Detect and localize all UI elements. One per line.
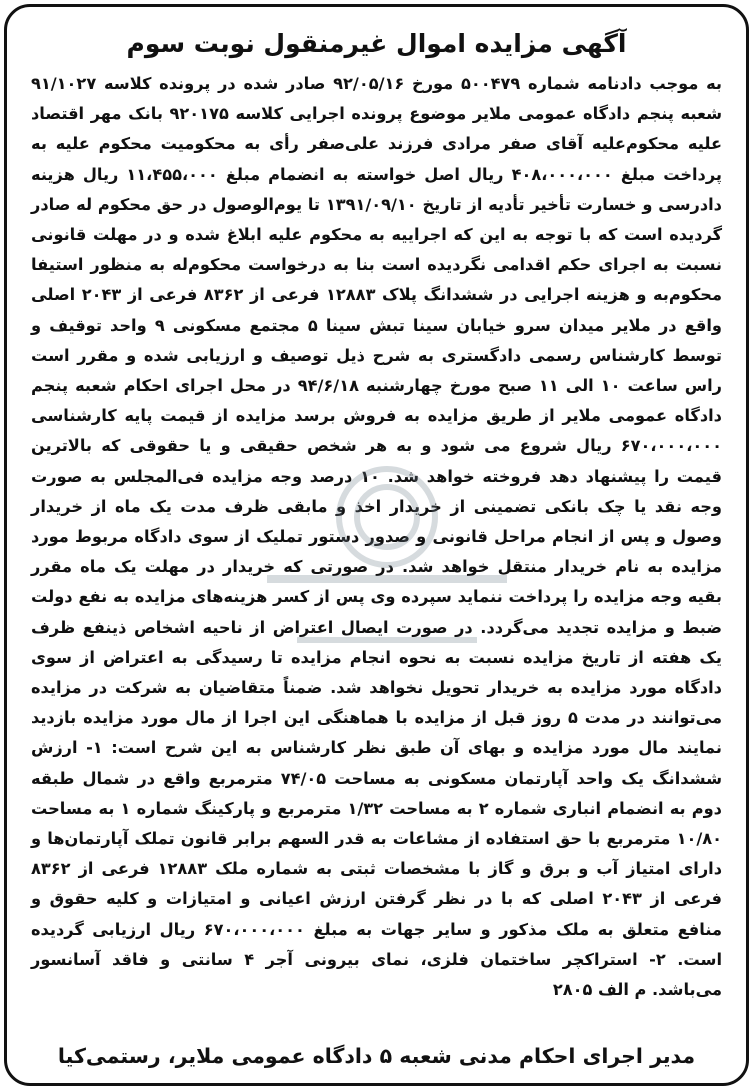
notice-body: به موجب دادنامه شماره ۵۰۰۴۷۹ مورخ ۹۲/۰۵/۱۶ صادر شده در پرونده کلاسه ۹۱/۱۰۲۷ شعبه پنجم دادگاه عمومی ملایر موضوع پرونده اجرایی کلاسه ۹۲۰۱۷۵ بانک مهر اقتصاد علیه محکوم‌علیه آقای صفر مرادی فرزند علی‌صفر رأی به محکومیت محکوم علیه به پرداخت مبلغ ۴۰۸،۰۰۰،۰۰۰ ریال اصل خواسته به انضمام مبلغ ۱۱،۴۵۵،۰۰۰ ریال هزینه دادرسی و خسارت تأخیر تأدیه از تاریخ ۱۳۹۱/۰۹/۱۰ تا یوم‌الوصول در حق محکوم له صادر گردیده است که با توجه به این که اجراییه به محکوم علیه ابلاغ شده و در مهلت قانونی نسبت به اجرای حکم اقدامی نگردیده است بنا به درخواست محکوم‌له به منظور استیفا محکوم‌به و هزینه اجرایی در ششدانگ پلاک ۱۲۸۸۳ فرعی از ۸۳۶۲ فرعی از ۲۰۴۳ اصلی واقع در ملایر میدان سرو خیابان سینا تبش سینا ۵ مجتمع مسکونی ۹ واحد توقیف و توسط کارشناس رسمی دادگستری به شرح ذیل توصیف و ارزیابی شده و مقرر است راس ساعت ۱۰ الی ۱۱ صبح مورخ چهارشنبه ۹۴/۶/۱۸ در محل اجرای احکام شعبه پنجم دادگاه عمومی ملایر از طریق مزایده به فروش برسد مزایده از قیمت پایه کارشناسی ۶۷۰،۰۰۰،۰۰۰ ریال شروع می شود و به هر شخص حقیقی و یا حقوقی که بالاترین قیمت را پیشنهاد دهد فروخته خواهد شد. ۱۰ درصد وجه مزایده فی‌المجلس به صورت وجه نقد یا چک بانکی تضمینی از خریدار اخذ و مابقی ظرف مدت یک ماه از خریدار وصول و پس از انجام مراحل قانونی و صدور دستور تملیک از سوی دادگاه مربوط مورد مزایده به نام خریدار منتقل خواهد شد. در صورتی که خریدار در مهلت یک ماه مقرر بقیه وجه مزایده را پرداخت ننماید سپرده وی پس از کسر هزینه‌های مزایده به نفع دولت ضبط و مزایده تجدید می‌گردد. در صورت ایصال اعتراض از ناحیه اشخاص ذینفع ظرف یک هفته از تاریخ مزایده نسبت به نحوه انجام مزایده تا رسیدگی به اعتراض از سوی دادگاه مورد مزایده به خریدار تحویل نخواهد شد. ضمناً متقاضیان به شرکت در مزایده می‌توانند در مدت ۵ روز قبل از مزایده با هماهنگی این اجرا از مال مورد مزایده بازدید نمایند مال مورد مزایده و بهای آن طبق نظر کارشناس به این شرح است: ۱- ارزش ششدانگ یک واحد آپارتمان مسکونی به مساحت ۷۴/۰۵ مترمربع واقع در شمال طبقه دوم به انضمام انباری شماره ۲ به مساحت ۱/۳۲ مترمربع و پارکینگ شماره ۱ به مساحت ۱۰/۸۰ مترمربع با حق استفاده از مشاعات به قدر السهم برابر قانون تملک آپارتمان‌ها و دارای امتیاز آب و برق و گاز با مشخصات ثبتی به شماره ملک ۱۲۸۸۳ فرعی از ۸۳۶۲ فرعی از ۲۰۴۳ اصلی که با در نظر گرفتن ارزش اعیانی و امتیازات و کلیه حقوق و منافع متعلق به ملک مذکور و سایر جهات به مبلغ ۶۷۰،۰۰۰،۰۰۰ ریال ارزیابی گردیده است. ۲- استراکچر ساختمان فلزی، نمای بیرونی آجر ۴ سانتی و فاقد آسانسور می‌باشد. م الف ۲۸۰۵ bbox=[31, 74, 723, 1000]
notice-title: آگهی مزایده اموال غیرمنقول نوبت سوم bbox=[126, 29, 627, 58]
auction-notice bbox=[4, 4, 749, 1086]
notice-signature: مدیر اجرای احکام مدنی شعبه ۵ دادگاه عمومی ملایر، رستمی‌کیا bbox=[57, 1044, 696, 1068]
